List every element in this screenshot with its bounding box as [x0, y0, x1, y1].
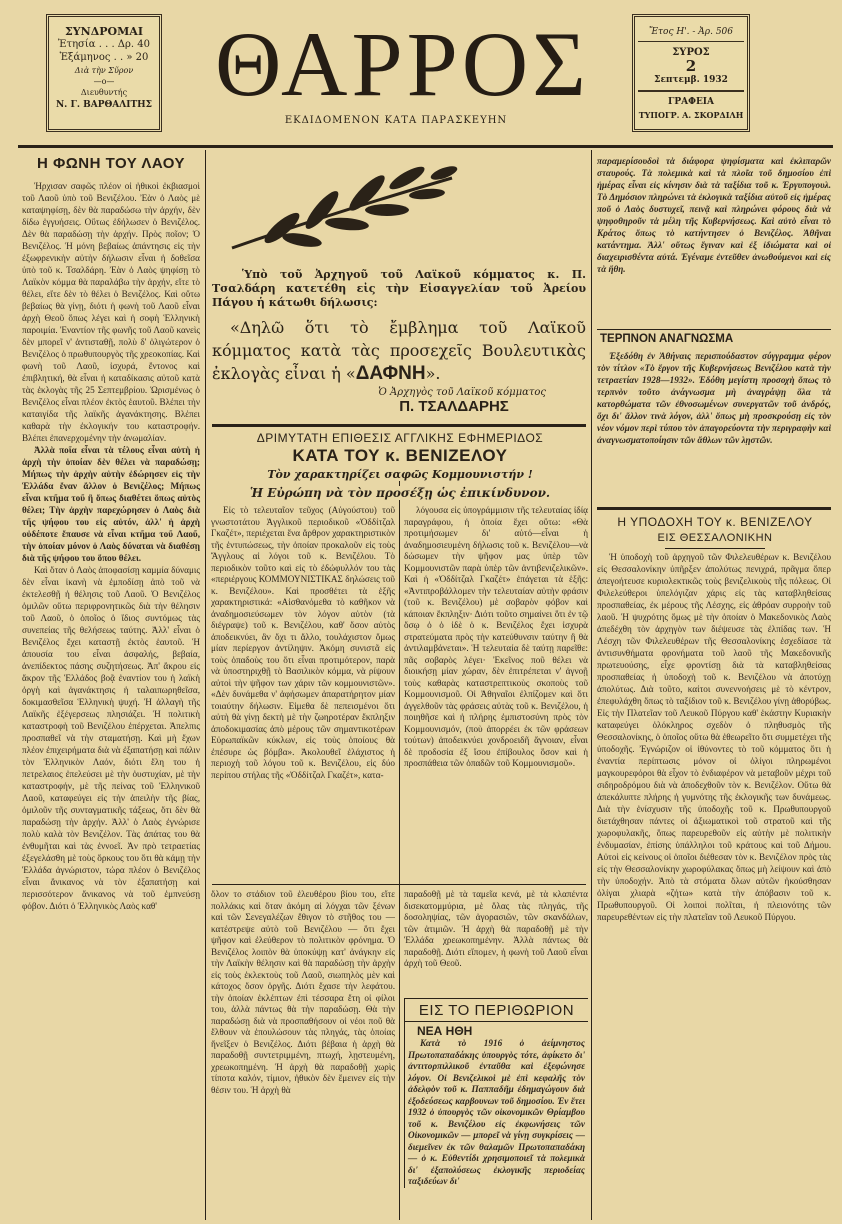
- tsaldaris-statement: [212, 268, 586, 415]
- offices: ΤΥΠΟΓΡ. Α. ΣΚΟΡΔΙΛΗ: [638, 110, 744, 120]
- terpnon-text: Ἐξεδόθη ἐν Ἀθήναις περισπούδαστον σύγγραμμα φέρον τὸν τίτλον «Τὸ ἔργον τῆς Κυβερνήσεως Βενιζέλου κατὰ τὴν τετραετίαν 1928—1932». Ἐδόθη μεγίστη προσοχὴ ὅπως τὸ τερπνὸν τοῦτο ἀνάγνωσμα μὴ ἀναγράψῃ ὅλα τὰ κατορθώματα τῶν ἐθνοσωμένων συνεργατῶν τοῦ ἀνδρός, ὄχι δι' ἄλλον τινὰ λόγον, ἀλλ' ὅπως μὴ προσκρούσῃ εἰς τὸν νέον νόμον περὶ τύπου τὸν ἀπαγορεύοντα τὴν περιγραφὴν καὶ ἀναγνωσματοποίησιν τῶν ἄθλων τῶν λῃστῶν.: [597, 351, 831, 445]
- main-headline-2: ΚΑΤΑ ΤΟΥ κ. ΒΕΝΙΖΕΛΟΥ: [292, 446, 508, 465]
- column-divider: [205, 150, 206, 1220]
- section-rule: [212, 424, 586, 427]
- paragraph: Εἰς τὸ τελευταῖον τεῦχος (Αὐγούστου) τοῦ γνωστοτάτου Ἀγγλικοῦ περιοδικοῦ «Ὀδδίτζαλ Γκαζέτ», περιέχεται ἕνα ἄρθρον χαρακτηριστικὸν τῆς ἐντυπώσεως, τὴν ὁποίαν προκαλοῦν εἰς τοὺς Ἄγγλους αἱ λόγοι τοῦ κ. Βενιζέλου. Τὸ περιοδικὸν τοῦτο καὶ εἰς τὸ ἐδώφυλλόν του τὰς «περιέργους ΚΟΜΜΟΥΝΙΣΤΙΚΑΣ δηλώσεις τοῦ κ. Βενιζέλου». Καὶ προσθέτει τὰ ἑξῆς χαρακτηριστικά: «Αἰσθανόμεθα τὸ καθῆκον νὰ ἀναδημοσιεύσωμεν τὸν λόγον αὐτὸν (τὰ διέγραψε) τοῦ κ. Βενιζέλου, καθ' ὅσον αὐτὸς ἀποδεικνύει, ἂν ὄχι τι ἄλλο, τουλάχιστον ὅμως μίαν περίεργον ἀντίληψιν. Ἀκόμη συνιστᾶ εἰς τοὺς ὀπαδοὺς του ὅτι εἶναι προτιμότερον, παρὰ νὰ ὑποστηριχθῇ τὸ Βασιλικὸν κόμμα, νὰ ρίψουν αὐτοὶ τὴν ψῆφον των χάριν τῶν κομμουνιστῶν». «Δὲν δυνάμεθα ν' ἀφήσωμεν ἀπαρατήρητον μίαν τοιαύτην δήλωσιν. Εἰμεθα δὲ πεπεισμένοι ὅτι αὐτὴ θὰ γίνῃ δεκτὴ μὲ τὴν ζωηροτέραν ἔκπληξιν ἀποδοκιμασίας ἀπὸ μέρους τῶν σημαντικοτέρων Εὐρωπαϊκῶν κύκλων, εἰς τοὺς ὁποίους θὰ ἐπέσυρε ὡς βόμβα». Ἀκολουθεῖ ἐλάχιστος ἡ περιοχὴ τοῦ λόγου τοῦ κ. Βενιζέλου, εἰς δύο περίπου στήλας τῆς «Ὀδδίτζαλ Γκαζέτ», κατα-: [211, 505, 395, 780]
- issue-day: 2: [685, 57, 697, 75]
- margin-column: [404, 998, 588, 1188]
- statement-intro: Ὑπὸ τοῦ Ἀρχηγοῦ τοῦ Λαϊκοῦ κόμματος κ. Π. Τσαλδάρη κατετέθη εἰς τὴν Εἰσαγγελίαν τοῦ Ἀρείου Πάγου ἡ κάτωθι δήλωσις:: [212, 268, 586, 309]
- section-rule: [212, 884, 586, 885]
- margin-subhead: ΝΕΑ ΗΘΗ: [417, 1024, 473, 1038]
- left-article-body: [22, 180, 200, 912]
- short-rule: [665, 548, 765, 549]
- bottom-col-1: [211, 889, 395, 1096]
- paragraph: παραδοθῇ μὲ τὰ ταμεῖα κενά, μὲ τὰ κλαπέντα δισεκατομμύρια, μὲ ὅλας τὰς πληγάς, τῆς δοσοληψίας, τῶν ἀγορασιῶν, τῶν σκανδάλων, τῶν ἀτιμιῶν. Ἡ ἀρχὴ θὰ παραδοθῇ μὲ τὴν Ἑλλάδα χρεωκοπημένην. Ἀλλὰ πάντως θὰ παραδοθῇ. Διότι εἴπομεν, ἡ φωνὴ τοῦ Λαοῦ εἶναι ἀρχὴ τοῦ Θεοῦ.: [404, 889, 588, 968]
- annual-price: Ἐτησία . . . Δρ. 40: [58, 39, 150, 50]
- reception-headline: Η ΥΠΟΔΟΧΗ ΤΟΥ κ. ΒΕΝΙΖΕΛΟΥ: [617, 515, 813, 529]
- bottom-col-2: [404, 889, 588, 970]
- reception-text: Ἡ ὑποδοχὴ τοῦ ἀρχηγοῦ τῶν Φιλελευθέρων κ. Βενιζέλου εἰς Θεσσαλονίκην ὑπῆρξεν ἀπολύτως πενιχρά, πρᾶγμα ὅπερ ἀπεγοήτευσε κυριολεκτικῶς τοὺς βενιζελικοὺς τῆς πόλεως. Οἱ Φιλελεύθεροι ὑπελόγιζαν χάρις εἰς τὰς καταβληθείσας προσπαθείας, ἐκ μέρους τῆς Λέσχης, εἰς ἀθρόαν συρροὴν τοῦ λαοῦ. Ἡ ψυχρότης ὅμως μὲ τὴν ὁποίαν ὁ Μακεδονικὸς Λαὸς ἀπεδέχθη τὸν ἀρχηγὸν των διέψευσε τὰς ἐλπίδας των. Ἡ Λέσχη τῶν Φιλελευθέρων τῆς Θεσσαλονίκης ἐσχεδίασε τὰ ἀντισυνθήματα φρονήματα τοῦ λαοῦ τῆς Μακεδονικῆς πρωτευούσης, εἶχε φροντίσῃ διὰ τὰ καταβληθείσας προσπαθείας ἡ ὑποδοχὴ τοῦ κ. Βενιζέλου νὰ ἀποτύχῃ ἀπολύτως. Διὰ τοῦτο, καίτοι συνεννοήσεις μὲ τὸ κέντρον, ἐπεφυλάχθη ὅπως τὸ ταξίδιον τοῦ κ. Βενιζέλου γίνῃ ἀθορύβως. Εἰς τὴν Πλατεῖαν τοῦ Λευκοῦ Πύργου καθ' ἑκάστην Κυριακὴν καταφεύγει ὁλόκληρος σχεδὸν ὁ πληθυσμὸς τῆς Θεσσαλονίκης, ὁ ὁποῖος οὕτω θὰ ἐθεωρεῖτο ὅτι συμμετέχει τῆς ὑποδοχῆς. Ἐγνώριζον οἱ ἰθύνοντες τὸ τοῦ κόμματος ὅτι ἡ ἐναντία περίπτωσις μόνον οἱ ὀλίγοι πληρωμένοι μαγκουρεφόροι θὰ εἶχον τὸ ἐνδιαφέρον νὰ μεταβοῦν μέχρι τοῦ σιδηροδρόμου διὰ νὰ ἀποδεχθοῦν τὸν κ. Βενιζέλον. Οὕτω θὰ ἀπεκάλυπτε πλήρης ἡ γυμνότης τῆς ἐκλογικῆς των δυνάμεως. Διὰ τὴν ἐνίσχυσιν τῆς ὑποδοχῆς τοῦ κ. Πρωθυπουργοῦ διετάχθησαν πάντες οἱ ἀξιωματικοὶ τοῦ στρατοῦ καὶ τῆς χωροφυλακῆς, ὅπως παρευρεθοῦν εἰς αὐτὴν μὲ πολιτικὴν ἐνδυμασίαν, ἐπίσης ὑπάλληλοι τοῦ κράτους καὶ τοῦ Δήμου. Αὐτοὶ εἰς κείνους οἱ ὁποῖοι διέθεσαν τὸν κ. Βενιζέλον πρὸς τὰς εἰς τὴν Θεσσαλονίκην χωροφύλακας ὅπως μὴ λείψουν καὶ ἀπὸ τὴν ὑποδοχήν. Ἀπὸ τὰ στόματα ὅλων αὐτῶν ἠκούσθησαν ὀλίγαι χλιαρὰ «ζήτω» κατὰ τὴν ἀπόβασιν τοῦ κ. Πρωθυπουργοῦ. Οἱ λοιποὶ πολῖται, ἡ πλειονότης τῶν παρευρεθέντων εἰς τὴν πλατεῖαν τοῦ Λευκοῦ Πύργου.: [597, 552, 831, 922]
- main-deck-1: Τὸν χαρακτηρίζει σαφῶς Κομμουνιστήν !: [210, 468, 590, 481]
- paragraph: Ἀλλὰ ποῖα εἶναι τὰ τέλους εἶναι αὐτὴ ἡ ἀρχὴ τὴν ὁποίαν δὲν θέλει νὰ παραδώσῃ; Μήπως τὴν ἀρχὴν αὐτὴν ἐδώρησεν εἰς τὴν Ἑλλάδα ἔναν ἄλλον ὁ Βενιζέλος; Μήπως εἶναι κτῆμα τοῦ ἢ ὅπως διαθέτει ὅπως αὐτὸς θέλει; Τὴν ἀρχὴν παρεχώρησεν ὁ Λαὸς διὰ τῆς ψήφου του εἰς αὐτόν, ἀλλ' ἡ ἀρχὴ οὐδέποτε ἔπαυσε νὰ εἶναι κτῆμα τοῦ Λαοῦ, τὴν ὁποίαν μόνον ὁ Λαὸς δύναται νὰ διαθέσῃ διὰ τῆς ψήφου του ὅπου θέλει.: [22, 445, 200, 563]
- quote-end: ».: [425, 364, 441, 383]
- for-syros-label: Διὰ τὴν Σῦρον: [74, 66, 134, 75]
- statement-quote: [212, 316, 586, 385]
- paragraph: λόγουσα εἰς ὑπογράμμισιν τῆς τελευταίας ἰδίᾳ παραγράφου, ἡ ὁποία ἔχει οὕτω: «Θὰ προτιμήσωμεν δι' αὐτό—εἶναι ἡ ἀναδημοσιευμένη δήλωσις τοῦ κ. Βενιζέλου—νὰ δώσωμεν τὴν ψῆφον μας ὑπὲρ τῶν Κομμουνιστῶν παρὰ ὑπὲρ τῶν ἀντιβενιζελικῶν». Καὶ ἡ «Ὀδδίτζαλ Γκαζέτ» ἐπάγεται τὰ ἑξῆς: «Ἀντιπροβάλλομεν τὴν τελευταίαν αὐτὴν φράσιν (τοῦ κ. Βενιζέλου) μὲ σοβαρὸν φόβον καὶ κάποιαν ἔκπληξιν· Διότι τοῦτο σημαίνει ὅτι ἐν τῷ ὅσῳ ὁ ὁ ἰδὲ ὁ κ. Βενιζέλος ἔχει ἰσχυρὰ στρατεύματα πρὸς τὴν κατεύθυνσιν ταύτην ἢ θὰ ἀντιλαμβάνεται». Ἡ τελευταία δὲ ταύτῃ παρεῖθε: πᾶς σοβαρὸς λέγει· Ἐκεῖνος ποῦ θέλει νὰ διοικήσῃ μίαν χώραν, δὲν ἐπιτρέπεται ν' ἀγνοῇ τοὺς καθαρὰς καταστρεπτικοὺς σκοποὺς τοῦ Κομμουνισμοῦ. Οἱ Ἀθηναῖοι ἐλπίζομεν καὶ ὅτι ἀγγελθοῦν τὰς φράσεις αὐτὰς τοῦ κ. Βενιζέλου, ἡ ποιηθῆσε καὶ ἡ πλήρης ἐμπιστοσύνη πρὸς τὸν Κομμουνισμόν, (ποὺ ἀπορρέει ἐκ τῶν φράσεων τούτων) ἀποδεικνύει χονδροειδῆ ἄγνοιαν, εἶναι δὲ προδοσία ἐξ ἴσου ἐπίβουλος ὅσον καὶ ἡ προσπάθεια τῶν ὀπαδῶν τοῦ Κομμουνισμοῦ».: [404, 505, 588, 768]
- paragraph: Ἠρχισαν σαφῶς πλέον οἱ ἠθικοὶ ἐκβιασμοὶ τοῦ Λαοῦ ὑπὸ τοῦ Βενιζέλου. Ἐὰν ὁ Λαὸς μὲ καταψηφίσῃ, δὲν θὰ παραδώσω τὴν ἀρχήν, δὲν δίδω ἐγγυήσεις. Οὕτως ἐδήλωσεν ὁ Βενιζέλος. Δὲν θὰ παραδώσῃ τὴν ἀρχήν. Πρὸς ποῖον; Ὁ Βενιζέλος. Ἡ μόνη βεβαίως ἀπάντησις εἰς τὴν ἐξωφρενικὴν αὐτὴν δήλωσιν εἶναι ἡ δοθεῖσα ὑπὸ τοῦ κ. Τσαλδάρη. Ἐὰν ὁ Λαὸς ψηφίσῃ τὸ Λαϊκὸν κόμμα θὰ παραλάβω τὴν ἀρχήν, εἴτε τὸ θέλει, εἴτε δὲν τὸ θέλει ὁ Βενιζέλος. Καὶ οὕτω βεβαίως θὰ γίνῃ, διότι ἡ φωνὴ τοῦ Λαοῦ εἶναι ἀρχὴ Θεοῦ ὅπως λέγει καὶ ἡ σοφὴ Ἑλληνικὴ παροιμία. Ἐναντίον τῆς φωνῆς τοῦ Λαοῦ κανεὶς δὲν μπορεῖ ν' ἀντισταθῇ, πολὺ δ' ὀλιγώτερον ὁ Βενιζέλος ὁ πρωθυπουργὸς τῆς χρεοκοπίας. Καὶ φωνὴ τοῦ Λαοῦ, ἰσχυρά, ἔντονος καὶ ἐπιβλητική, θὰ εἶναι ἡ καταδίκασις αὐτοῦ κατὰ τὰς ἐκλογὰς τῆς 25 Σεπτεμβρίου. Ὡρισμένως ὁ Βενιζέλος εἶναι πλέον ἐκτὸς ἑαυτοῦ. Βλέπει τὴν καταιγίδα τῆς λαϊκῆς ἀγανάκτησης. Βλέπει καθαρὰ τὴν ἐκλογικήν του καταστροφήν. Βλέπει ἐπανερχομένην τὴν ἀνωμαλίαν.: [22, 181, 200, 443]
- main-article-col-1: [211, 505, 395, 781]
- masthead-rule: [18, 145, 833, 148]
- director-label: Διευθυντής: [80, 88, 128, 97]
- signature-title: Ὁ Ἀρχηγὸς τοῦ Λαϊκοῦ κόμματος: [378, 387, 546, 398]
- city: ΣΥΡΟΣ: [672, 47, 710, 58]
- newspaper-subtitle: ΕΚΔΙΔΟΜΕΝΟΝ ΚΑΤΑ ΠΑΡΑΣΚΕΥΗΝ: [284, 115, 508, 126]
- left-headline: Η ΦΩΝΗ ΤΟΥ ΛΑΟΥ: [36, 155, 186, 172]
- right-col-top: παραμερίσουδοὶ τὰ διάφορα ψηφίσματα καὶ ἐκλιπαρῶν σταυρούς. Τὰ πολεμικὰ καὶ τὰ πλοῖα τοῦ δημοσίου ἐπὶ ἡμέρας εἶναι εἰς κίνησιν διὰ τὰ ταξίδια τοῦ κ. Ἐργυπογουλ. Τὸ Δημόσιον πληρώνει τὰ ἐκλογικὰ ταξίδια αὐτοῦ εἰς ἡμέρας ποῦ ὁ Λαὸς δυστυχεῖ, πεινᾷ καὶ πληρώνει φόρους διὰ νὰ ψηφοθηροῦν τὰ μέλη τῆς Κυβερνήσεως. Καὶ αὐτὸ εἶναι τὸ Κράτος ὅπως τὸ κατήντησεν ὁ Βενιζέλος. Ἀθῆναι κατάντημα. Ἀλλ' οὕτως ἔγιναν καὶ ἐξ ἰδιώματα καὶ οἱ διαχειρισθέντα αὐτά. Ἐγέναμε ἐντεῦθεν ἀνωθούμενοι καὶ εἰς τὰ ἤθη.: [597, 156, 831, 274]
- terpnon-headline: ΤΕΡΠΝΟΝ ΑΝΑΓΝΩΣΜΑ: [600, 333, 734, 345]
- director-name: Ν. Γ. ΒΑΡΘΑΛΙΤΗΣ: [55, 100, 153, 110]
- section-rule: [597, 507, 831, 510]
- section-rule: [597, 329, 831, 330]
- offices-label: ΓΡΑΦΕΙΑ: [667, 97, 715, 107]
- signature: Π. ΤΣΑΛΔΑΡΗΣ: [399, 398, 509, 415]
- margin-text: Κατὰ τὸ 1916 ὁ ἀείμνηστος Πρωτοπαπαδάκης ὑπουργὸς τότε, ἀφίκετο δι' ἀντιτορπιλλικοῦ ἐνταῦθα καὶ ἐξεφώνησε λόγον. Οἱ Βενιζελικοὶ μὲ ἐπὶ κεφαλῆς τὸν ἀδελφὸν τοῦ κ. Παππαδῆμ ἐδημαγώγουν διὰ ἐξοδεύσεως καρβουνων τοῦ δημοσίου. Ἐν ἔτει 1932 ὁ ὑπουργὸς τῶν οἰκονομικῶν Θρίαμβου τοῦ κ. Βενιζέλου εἰς ἐκφωνήσεις τῶν Οἰκονομικῶν — μπορεῖ νὰ γίνῃ συγκρίσεις — διεμεῖνεν ἐκ τῶν θαλαμῶν Πρωτοπαπαδάκη — ὁ κ. Εὐθεντίδι χρησιμοποιεῖ τὰ πολεμικὰ δι' ἐξαπολύσεως ἐκλογικῆς περιοδείας ταξιδεύων δι': [408, 1038, 585, 1186]
- main-deck-2: Ἡ Εὐρώπη νὰ τὸν προσέξῃ ὡς ἐπικίνδυνον.: [210, 486, 590, 500]
- quote-text: «Δηλῶ ὅτι τὸ ἔμβλημα τοῦ Λαϊκοῦ κόμματος κατὰ τὰς προσεχεῖς Βουλευτικὰς ἐκλογὰς εἶναι ἡ «: [212, 318, 586, 383]
- separator: —ο—: [93, 77, 115, 86]
- main-headline: ΔΡΙΜΥΤΑΤΗ ΕΠΙΘΕΣΙΣ ΑΓΓΛΙΚΗΣ ΕΦΗΜΕΡΙΔΟΣ: [256, 431, 544, 445]
- semiannual-price: Ἑξάμηνος . . » 20: [59, 52, 149, 63]
- column-divider: [399, 470, 400, 1220]
- emblem-name: ΔΑΦΝΗ: [355, 363, 426, 384]
- reception-headline-2: ΕΙΣ ΘΕΣΣΑΛΟΝΙΚΗΝ: [657, 532, 773, 544]
- issue-box: [632, 14, 750, 132]
- laurel-branch-illustration: [222, 158, 462, 258]
- newspaper-title: ΘΑΡΡΟΣ: [215, 13, 590, 115]
- subscriptions-heading: ΣΥΝΔΡΟΜΑΙ: [65, 25, 143, 38]
- column-divider: [591, 150, 592, 1220]
- year-issue: Ἔτος Η'. - Ἀρ. 506: [638, 26, 744, 42]
- paragraph: ὅλον το στάδιον τοῦ ἐλευθέρου βίου του, εἴτε πολλάκις καὶ ὅταν ἀκόμη αἱ λόγχαι τῶν ξένων καὶ τῶν Σενεγαλέζων ἔθιγον τὸ στῆθος του — κατέστρεψε αὐτὸ τοῦ Βενιζέλου — ὅτι ἔχει ψῆφον καὶ ἐλεύθερον τὸ πολιτικὸν φρόνημα. Ὁ Βενιζέλος λοιπὸν θὰ ὑποκύψῃ κατ' ἀνάγκην εἰς τὴν Λαϊκὴν θέλησιν καὶ θὰ παραδώσῃ τὴν ἀρχὴν εἰς τοὺς ἐκλεκτοὺς τοῦ Λαοῦ, σιωπηλὸς μὲν καὶ κάτοχος ὅσον ὀργῆς. Διότι ἔχασε τὴν λεφάτου. τὴν ὁποίαν ἐκλέπτων ἐπὶ τέσσαρα ἔτη οἱ φίλοι του, ἀλλὰ πάντως θὰ τὴν παραδώσῃ. Θὰ τὴν παραδώσῃ διὰ νὰ προσπαθήσουν οἱ νέοι ποῦ θὰ ἔλθουν νὰ ἐπουλώσουν τὰς πληγάς, τὰς ὁποίας ἤνεῖξεν ὁ Βενιζέλος. Διότι βέβαια ἡ ἀρχὴ θὰ παραδοθῇ συντετριμμένη, πτωχή, λῃστευμένη, χρεωκοπημένη. Ἡ ἀρχὴ θὰ παραδοθῇ χωρὶς τίποτα καλόν, τίμιον, ἠθικὸν δὲν ἔμεινεν εἰς τὴν θέσιν του. Ἡ ἀρχὴ θὰ: [211, 889, 395, 1095]
- issue-date: Σεπτεμβ. 1932: [638, 74, 744, 92]
- paragraph: Καὶ ὅταν ὁ Λαὸς ἀποφασίσῃ καμμία δύναμις δὲν εἶναι ἱκανὴ νὰ ἐμποδίσῃ ἀπὸ τοῦ νὰ ἐκτελεσθῇ ἡ θέλησις τοῦ Λαοῦ. Ὁ Βενιζέλος ὁμιλῶν οὕτω περιφρονητικῶς διὰ τὴν θέλησιν τοῦ Λαοῦ, ὁ ὁποῖος ὁ ἴδιος συντόμως τὰς συνεπείας τῆς θελήσεως ταύτης. Ἀλλ' εἶναι ὁ Βενιζέλος ἔχει καταστῇ ἐκτὸς ἑαυτοῦ. Ἡ ἀπουσία του εἶναι ἀσφαλής, βεβαία, ἀνεπίδεκτος πάσης συζητήσεως. Ἀπ' ἄκρου εἰς ἄκρον τῆς Ἑλλάδος βοᾷ ἐναντίον του ἡ λαϊκὴ ὀργὴ καὶ ἀγανάκτησις ἡ ταλαιπωρηθεῖσα, δοκιμασθεῖσα Ἑλληνικὴ ψυχή. Ἡ ἀλλαγὴ τῆς Λαϊκῆς ἐξέγερσεως πλησιάζει. Ἡ πολιτικὴ καταστροφὴ τοῦ Βενιζέλου ἐπέρχεται. Ἀπελπις προσπαθεῖ νὰ τὴν σταματήσῃ. Καὶ μὴ ἔχων πλέον ἐπιχειρήματα διὰ νὰ ἐξαπατήσῃ καὶ πάλιν τὸν Ἑλληνικὸν Λαόν, διότι ἔλη του ἡ πετρελαιος ἐπελεύσει μὲ τὴν ὀυστυχίαν, μὲ τὴν καταστροφήν, μὲ τῆς πείνας τοῦ Ἑλληνικοῦ Λαοῦ, καταφεύγει εἰς τὴν ἀπειλὴν τῆς βίας, ὁμιλοῦν τῆς συνταγματικῆς τάξεως, ὅτι δὲν θὰ παραδώσῃ τὴν ἀρχήν. Ἀλλ' ὁ Λαὸς ἐγνώρισε πολὺ καλὰ τὸν Βενιζέλον. Τὰς ἀπάτας του θὰ ἐνθυμῆται καὶ τὰς ἐννοεῖ. Ἀν πρὸ τετραετίας ἐξεγελάσθη μὲ τοὺς ὅρκους του ὅτι θὰ κάμῃ τὴν Ἑλλάδα ἀγνώριστον, τώρα πλέον ὁ Βενιζέλος εἶναι ἄνικανος νὰ τὸν ἐξαπατήσῃ καὶ περισσότερον ἄνικανος νὰ τοῦ ἐμπνεύσῃ φόβον. Διότι ὁ Ἑλληνικὸς Λαὸς καθ': [22, 565, 200, 911]
- main-article-col-2: [404, 505, 588, 770]
- margin-headline: ΕΙΣ ΤΟ ΠΕΡΙΘΩΡΙΟΝ: [405, 999, 588, 1022]
- subscriptions-box: [46, 14, 162, 132]
